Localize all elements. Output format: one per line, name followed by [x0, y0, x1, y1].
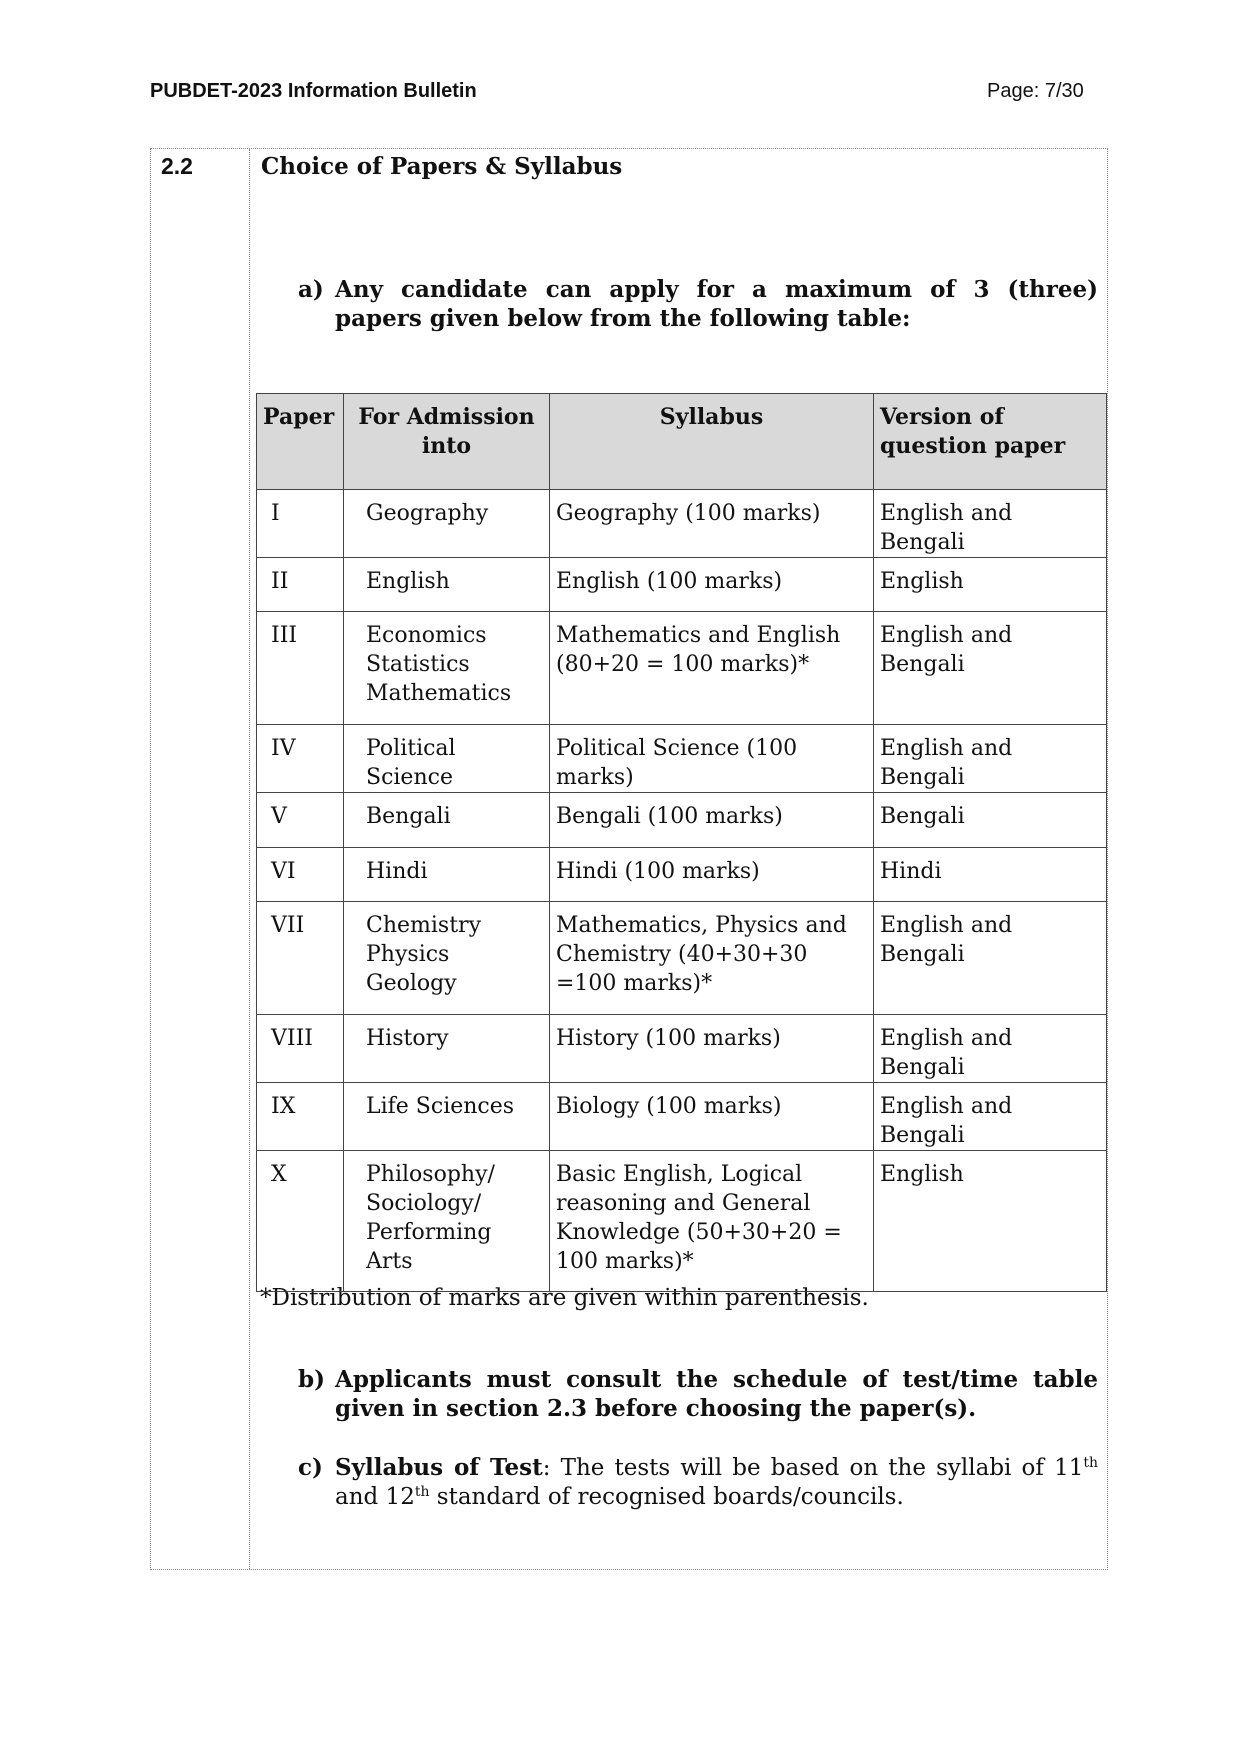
table-body: [257, 490, 1107, 1292]
superscript-th-1: th: [1083, 1455, 1098, 1471]
paper-number-cell: II: [257, 558, 344, 612]
version-cell: English and Bengali: [874, 1015, 1107, 1083]
section-title: Choice of Papers & Syllabus: [261, 153, 623, 180]
syllabus-cell: Geography (100 marks): [550, 490, 874, 558]
marks-footnote: *Distribution of marks are given within parenthesis.: [260, 1285, 869, 1311]
table-row: [257, 558, 1107, 612]
admission-cell: Economics Statistics Mathematics: [344, 612, 550, 725]
syllabus-cell: Biology (100 marks): [550, 1083, 874, 1151]
table-row: [257, 1015, 1107, 1083]
column-divider: [249, 149, 250, 1569]
paragraph-b-text: Applicants must consult the schedule of test/time table given in section 2.3 before choosing the paper(s).: [335, 1366, 1098, 1422]
syllabus-cell: English (100 marks): [550, 558, 874, 612]
table-row: [257, 902, 1107, 1015]
table-header-row: [257, 394, 1107, 490]
table-row: [257, 1151, 1107, 1292]
admission-cell: Bengali: [344, 793, 550, 848]
papers-table: [256, 393, 1107, 1292]
syllabus-cell: Bengali (100 marks): [550, 793, 874, 848]
admission-cell: Political Science: [344, 725, 550, 793]
table-row: [257, 612, 1107, 725]
version-cell: English and Bengali: [874, 490, 1107, 558]
paragraph-b: [298, 1365, 1098, 1423]
version-cell: English: [874, 1151, 1107, 1292]
header-version: Version of question paper: [874, 394, 1107, 490]
paper-number-cell: III: [257, 612, 344, 725]
paper-number-cell: VII: [257, 902, 344, 1015]
paragraph-c-part-1: : The tests will be based on the syllabi of 11: [542, 1455, 1084, 1481]
paragraph-a: [298, 275, 1098, 333]
version-cell: Bengali: [874, 793, 1107, 848]
admission-cell: English: [344, 558, 550, 612]
header-admission: For Admission into: [344, 394, 550, 490]
paper-number-cell: X: [257, 1151, 344, 1292]
version-cell: English: [874, 558, 1107, 612]
version-cell: English and Bengali: [874, 725, 1107, 793]
syllabus-cell: Mathematics and English (80+20 = 100 marks)*: [550, 612, 874, 725]
paper-number-cell: VIII: [257, 1015, 344, 1083]
version-cell: English and Bengali: [874, 902, 1107, 1015]
syllabus-cell: Basic English, Logical reasoning and General Knowledge (50+30+20 = 100 marks)*: [550, 1151, 874, 1292]
section-number: 2.2: [161, 153, 193, 179]
table-row: [257, 725, 1107, 793]
syllabus-cell: Mathematics, Physics and Chemistry (40+30+30 =100 marks)*: [550, 902, 874, 1015]
admission-cell: Philosophy/ Sociology/ Performing Arts: [344, 1151, 550, 1292]
version-cell: Hindi: [874, 848, 1107, 902]
table-row: [257, 793, 1107, 848]
paragraph-c: [298, 1453, 1098, 1512]
syllabus-cell: Hindi (100 marks): [550, 848, 874, 902]
superscript-th-2: th: [414, 1484, 430, 1500]
paragraph-a-label: a): [298, 276, 324, 303]
paper-number-cell: I: [257, 490, 344, 558]
table-row: [257, 490, 1107, 558]
admission-cell: History: [344, 1015, 550, 1083]
table-row: [257, 1083, 1107, 1151]
version-cell: English and Bengali: [874, 1083, 1107, 1151]
paragraph-c-label: c): [298, 1454, 323, 1481]
paper-number-cell: VI: [257, 848, 344, 902]
version-cell: English and Bengali: [874, 612, 1107, 725]
header-title: PUBDET-2023 Information Bulletin: [150, 80, 477, 102]
table-row: [257, 848, 1107, 902]
paragraph-c-part-3: standard of recognised boards/councils.: [429, 1484, 904, 1510]
syllabus-cell: History (100 marks): [550, 1015, 874, 1083]
paragraph-a-text: Any candidate can apply for a maximum of 3 (three) papers given below from the following table:: [335, 276, 1098, 332]
header-paper: Paper: [257, 394, 344, 490]
paragraph-c-text: [335, 1453, 1098, 1512]
paragraph-b-label: b): [298, 1366, 325, 1393]
header-syllabus: Syllabus: [550, 394, 874, 490]
admission-cell: Geography: [344, 490, 550, 558]
admission-cell: Chemistry Physics Geology: [344, 902, 550, 1015]
paragraph-c-part-2: and 12: [335, 1484, 415, 1510]
syllabus-of-test-label: Syllabus of Test: [335, 1454, 543, 1481]
syllabus-cell: Political Science (100 marks): [550, 725, 874, 793]
paper-number-cell: V: [257, 793, 344, 848]
page-number: Page: 7/30: [987, 80, 1084, 102]
admission-cell: Life Sciences: [344, 1083, 550, 1151]
paper-number-cell: IX: [257, 1083, 344, 1151]
paper-number-cell: IV: [257, 725, 344, 793]
admission-cell: Hindi: [344, 848, 550, 902]
